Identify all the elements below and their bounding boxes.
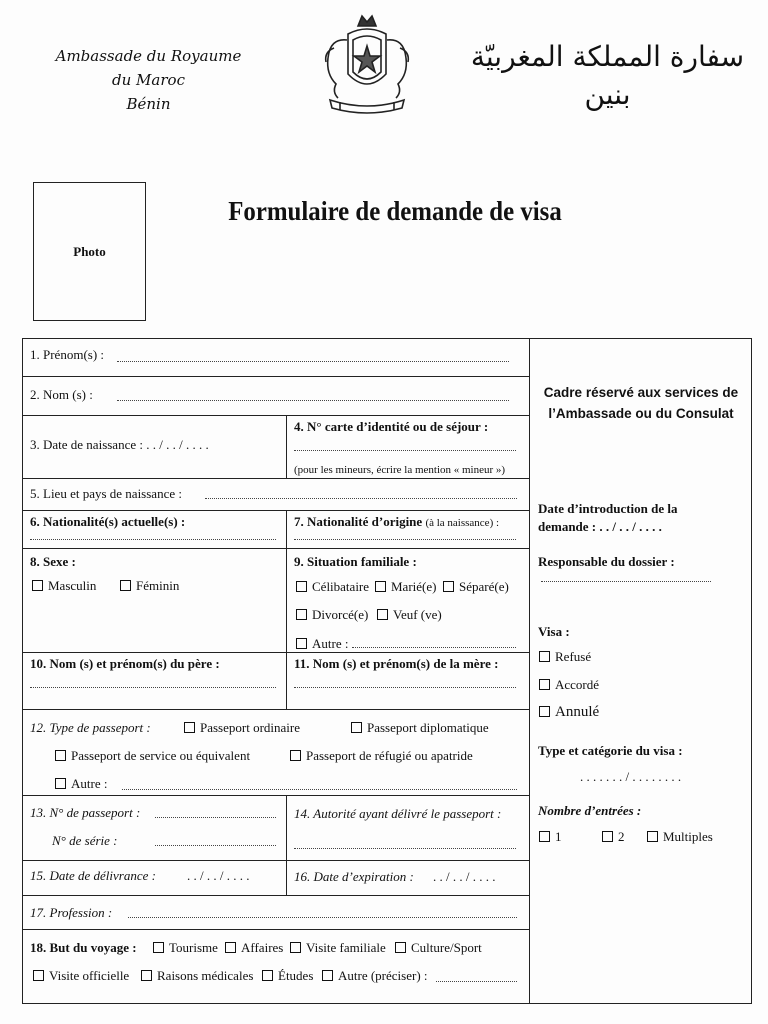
purpose-option-other[interactable] [322,968,428,984]
checkbox-icon[interactable] [539,706,550,717]
purpose-option-studies[interactable] [262,968,313,984]
marital-option-separated[interactable] [443,579,509,595]
option-label: Autre (préciser) : [338,968,428,983]
visa-option-cancelled[interactable] [539,703,599,721]
passport-option-ordinary[interactable] [184,720,300,736]
checkbox-icon[interactable] [55,750,66,761]
passport-other-input[interactable] [122,789,517,790]
row-line [22,548,530,549]
checkbox-icon[interactable] [225,942,236,953]
form-title: Formulaire de demande de visa [228,196,562,226]
row-line [22,510,530,511]
field-origin-nationality-label [294,514,499,531]
option-label: Passeport ordinaire [200,720,301,735]
field-passport-number-label: 13. N° de passeport : [30,805,141,820]
row-line [22,709,530,710]
passport-authority-input[interactable] [294,848,516,849]
option-label: Multiples [663,829,713,844]
option-label: Études [278,968,314,983]
side-responsible-input[interactable] [541,581,711,582]
entries-option-single[interactable] [539,828,562,846]
profession-input[interactable] [128,917,517,918]
option-label: Culture/Sport [411,940,482,955]
field-serial-number-label: N° de série : [52,833,118,848]
row-line [22,376,530,377]
side-responsible-label: Responsable du dossier : [538,554,675,569]
row-line [22,895,530,896]
field-id-card-note: (pour les mineurs, écrire la mention « mineur ») [294,464,506,476]
option-label: Raisons médicales [157,968,254,983]
option-label: Féminin [136,578,180,593]
checkbox-icon[interactable] [395,942,406,953]
field-expiry-date-label: 16. Date d’expiration : [294,869,414,884]
passport-option-other[interactable] [55,776,107,792]
field-last-name-label: 2. Nom (s) : [30,387,93,402]
sex-option-male[interactable] [32,578,96,594]
embassy-line: Bénin [126,95,171,113]
purpose-option-official-visit[interactable] [33,968,129,984]
origin-nationality-input[interactable] [294,539,516,540]
birth-place-input[interactable] [205,498,517,499]
checkbox-icon[interactable] [120,580,131,591]
passport-number-input[interactable] [155,817,276,818]
field-travel-purpose-label: 18. But du voyage : [30,940,137,955]
checkbox-icon[interactable] [322,970,333,981]
nationality-input[interactable] [30,539,276,540]
option-label: Passeport de réfugié ou apatride [306,748,473,763]
option-label: Célibataire [312,579,370,594]
row-line [22,478,530,479]
side-entries-label: Nombre d’entrées : [538,803,642,818]
option-label: Affaires [241,940,284,955]
purpose-option-tourism[interactable] [153,940,218,956]
checkbox-icon[interactable] [377,609,388,620]
side-date-intro-line[interactable]: demande : . . / . . / . . . . [538,519,662,534]
serial-number-input[interactable] [155,845,276,846]
side-panel-title: Cadre réservé aux services de l’Ambassade ou du Consulat [543,385,739,421]
photo-box[interactable] [33,182,146,321]
checkbox-icon[interactable] [443,581,454,592]
checkbox-icon[interactable] [647,831,658,842]
checkbox-icon[interactable] [153,942,164,953]
embassy-line: du Maroc [112,71,185,89]
option-label: 2 [618,829,625,844]
option-label: Divorcé(e) [312,607,369,622]
first-name-input[interactable] [117,361,509,362]
row-line [22,415,530,416]
entries-option-multiple[interactable] [647,828,713,846]
checkbox-icon[interactable] [351,722,362,733]
option-label: Tourisme [169,940,218,955]
option-label: Visite familiale [306,940,386,955]
marital-option-married[interactable] [375,579,436,595]
field-profession-label: 17. Profession : [30,905,113,920]
option-label: Refusé [555,649,592,664]
marital-option-single[interactable] [296,579,369,595]
checkbox-icon[interactable] [141,970,152,981]
row-line [22,860,530,861]
origin-nationality-text: 7. Nationalité d’origine [294,514,423,529]
field-father-name-label: 10. Nom (s) et prénom(s) du père : [30,656,220,671]
side-date-intro-line: Date d’introduction de la [538,501,678,516]
option-label: Visite officielle [49,968,130,983]
visa-option-granted[interactable] [539,676,599,694]
passport-option-service[interactable] [55,748,250,764]
checkbox-icon[interactable] [55,778,66,789]
last-name-input[interactable] [117,400,509,401]
row-line [22,652,530,653]
side-date-intro-label [538,500,678,536]
visa-option-refused[interactable] [539,648,591,666]
passport-option-refugee[interactable] [290,748,473,764]
row-line [22,795,530,796]
field-marital-status-label: 9. Situation familiale : [294,554,417,569]
row-line [22,929,530,930]
field-nationality-label: 6. Nationalité(s) actuelle(s) : [30,514,186,529]
embassy-line: Ambassade du Royaume [55,47,242,65]
checkbox-icon[interactable] [296,609,307,620]
side-visa-label: Visa : [538,624,570,639]
purpose-option-culture-sport[interactable] [395,940,482,956]
checkbox-icon[interactable] [262,970,273,981]
option-label: Autre : [312,636,349,651]
issue-date-input[interactable]: . . / . . / . . . . [187,868,250,883]
option-label: Annulé [555,704,600,720]
checkbox-icon[interactable] [375,581,386,592]
embassy-line-arabic: بنين [584,78,631,111]
option-label: Marié(e) [391,579,437,594]
checkbox-icon[interactable] [539,651,550,662]
marital-option-divorced[interactable] [296,607,368,623]
marital-option-widowed[interactable] [377,607,442,623]
col-line [286,415,287,478]
id-card-input[interactable] [294,450,516,451]
purpose-option-medical[interactable] [141,968,253,984]
field-mother-name-label: 11. Nom (s) et prénom(s) de la mère : [294,656,499,671]
origin-nationality-note: (à la naissance) : [425,517,500,529]
sex-option-female[interactable] [120,578,179,594]
checkbox-icon[interactable] [296,638,307,649]
mother-name-input[interactable] [294,687,516,688]
option-label: Autre : [71,776,108,791]
field-sex-label: 8. Sexe : [30,554,76,569]
marital-other-input[interactable] [352,647,516,648]
field-passport-authority-label: 14. Autorité ayant délivré le passeport : [294,806,502,821]
embassy-line-arabic: سفارة المملكة المغربيّة [470,40,745,73]
photo-label: Photo [73,243,106,259]
checkbox-icon[interactable] [290,942,301,953]
col-line [286,795,287,895]
father-name-input[interactable] [30,687,276,688]
option-label: Passeport de service ou équivalent [71,748,251,763]
embassy-name-arabic [470,38,745,114]
option-label: Veuf (ve) [393,607,442,622]
field-passport-type-label: 12. Type de passeport : [30,720,151,735]
field-birth-place-label: 5. Lieu et pays de naissance : [30,486,182,501]
field-issue-date-label: 15. Date de délivrance : [30,868,156,883]
entries-option-double[interactable] [602,828,625,846]
field-birth-date-label[interactable]: 3. Date de naissance : . . / . . / . . . . [30,437,209,452]
checkbox-icon[interactable] [32,580,43,591]
col-line [286,510,287,709]
option-label: Passeport diplomatique [367,720,489,735]
option-label: Accordé [555,677,600,692]
purpose-other-input[interactable] [436,981,517,982]
side-visa-type-input[interactable]: . . . . . . . / . . . . . . . . [580,769,682,784]
field-id-card-label: 4. N° carte d’identité ou de séjour : [294,419,489,434]
option-label: 1 [555,829,562,844]
option-label: Séparé(e) [459,579,509,594]
moroccan-coat-of-arms-icon [318,12,416,117]
checkbox-icon[interactable] [539,679,550,690]
side-visa-type-label: Type et catégorie du visa : [538,743,683,758]
side-divider [529,338,530,1004]
marital-option-other[interactable] [296,636,348,652]
expiry-date-input[interactable]: . . / . . / . . . . [433,869,496,884]
checkbox-icon[interactable] [184,722,195,733]
embassy-name-french [36,44,261,116]
option-label: Masculin [48,578,97,593]
purpose-option-family-visit[interactable] [290,940,386,956]
passport-option-diplomatic[interactable] [351,720,489,736]
checkbox-icon[interactable] [290,750,301,761]
checkbox-icon[interactable] [296,581,307,592]
field-first-name-label: 1. Prénom(s) : [30,347,105,362]
checkbox-icon[interactable] [539,831,550,842]
checkbox-icon[interactable] [33,970,44,981]
checkbox-icon[interactable] [602,831,613,842]
purpose-option-business[interactable] [225,940,283,956]
